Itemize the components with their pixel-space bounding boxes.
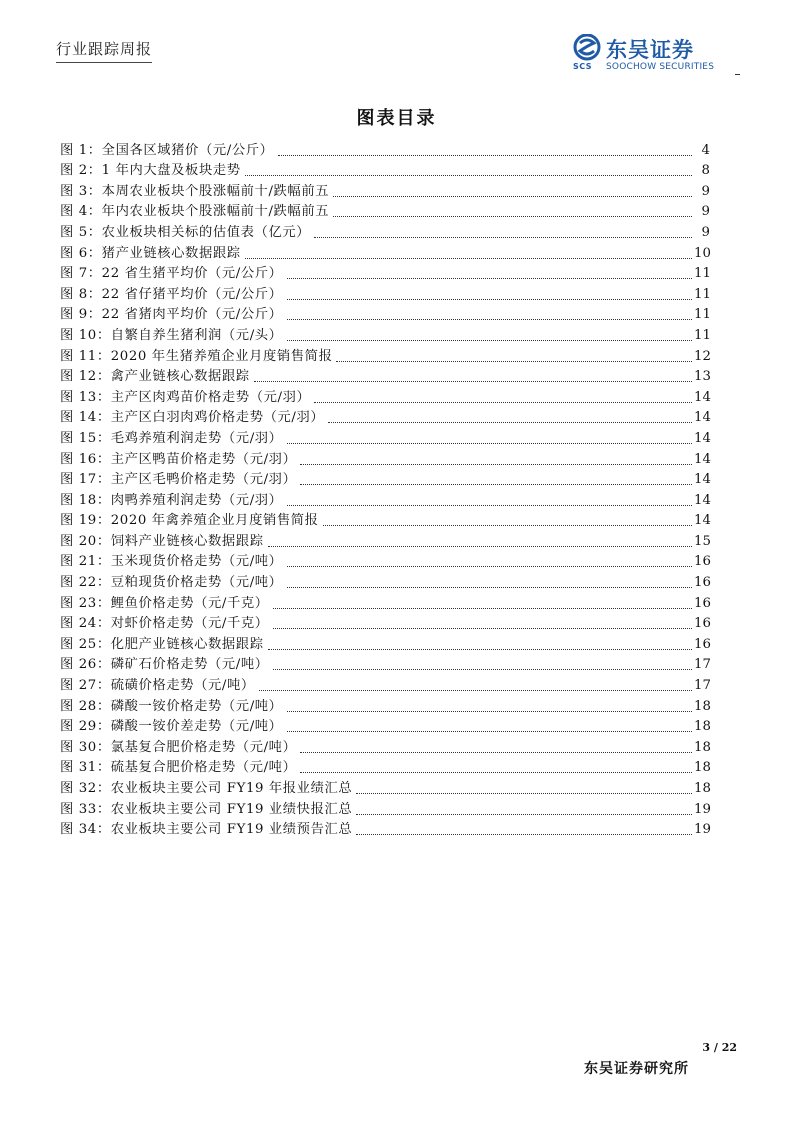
toc-entry-leader [356,793,692,794]
toc-entry[interactable] [60,509,710,530]
toc-entry[interactable] [60,550,710,571]
company-logo [573,34,743,78]
toc-entry[interactable] [60,488,710,509]
toc-entry[interactable] [60,159,710,180]
toc-entry-page: 11 [694,327,711,343]
toc-entry-label: 图 1：全国各区域猪价（元/公斤） [60,142,274,158]
toc-entry-label: 图 12：禽产业链核心数据跟踪 [60,369,250,385]
toc-entry-leader [273,608,692,609]
toc-entry-leader [259,690,692,691]
toc-entry-leader [273,669,692,670]
logo-english-name: SOOCHOW SECURITIES [606,62,715,72]
toc-entry-page: 16 [694,636,711,652]
toc-entry-label: 图 18：肉鸭养殖利润走势（元/羽） [60,492,283,508]
toc-entry[interactable] [60,323,710,344]
toc-entry-page: 13 [694,369,711,385]
toc-entry-leader [287,319,692,320]
toc-entry-label: 图 24：对虾价格走势（元/千克） [60,616,269,632]
toc-entry-label: 图 3：本周农业板块个股涨幅前十/跌幅前五 [60,183,330,199]
toc-entry-leader [336,361,692,362]
toc-entry-page: 11 [694,286,711,302]
toc-entry-leader [245,175,692,176]
toc-entry-label: 图 25：化肥产业链核心数据跟踪 [60,636,264,652]
toc-entry[interactable] [60,776,710,797]
toc-entry-label: 图 27：硫磺价格走势（元/吨） [60,678,255,694]
toc-entry-page: 14 [694,389,711,405]
toc-entry-label: 图 4：年内农业板块个股涨幅前十/跌幅前五 [60,204,330,220]
toc-entry-leader [278,155,692,156]
toc-entry-label: 图 9：22 省猪肉平均价（元/公斤） [60,307,283,323]
toc-entry-leader [328,422,692,423]
toc-entry-leader [287,587,692,588]
toc-entry-label: 图 34：农业板块主要公司 FY19 业绩预告汇总 [60,822,353,838]
toc-entry-page: 18 [694,781,711,796]
toc-entry-leader [287,566,692,567]
logo-chinese-name: 东吴证券 [606,38,694,62]
toc-entry-label: 图 10：自繁自养生猪利润（元/头） [60,327,283,343]
toc-entry[interactable] [60,715,710,736]
toc-entry-label: 图 16：主产区鸭苗价格走势（元/羽） [60,451,297,467]
toc-entry-page: 11 [694,266,711,282]
footer-organization: 东吴证券研究所 [584,1061,689,1077]
toc-entry[interactable] [60,591,710,612]
toc-entry-leader [287,299,692,300]
toc-entry[interactable] [60,632,710,653]
toc-entry-leader [323,525,692,526]
toc-entry-page: 16 [694,616,711,632]
toc-entry-label: 图 21：玉米现货价格走势（元/吨） [60,554,283,570]
toc-entry-leader [300,464,692,465]
toc-entry-leader [287,278,692,279]
toc-entry-page: 15 [694,533,711,549]
toc-entry-label: 图 14：主产区白羽肉鸡价格走势（元/羽） [60,410,325,426]
toc-entry[interactable] [60,673,710,694]
toc-entry-label: 图 28：磷酸一铵价格走势（元/吨） [60,698,283,714]
toc-entry[interactable] [60,756,710,777]
toc-entry[interactable] [60,406,710,427]
toc-entry[interactable] [60,529,710,550]
company-logo-icon [573,34,601,64]
toc-entry-leader [254,381,692,382]
toc-entry-page: 18 [694,739,711,755]
toc-entry[interactable] [60,179,710,200]
toc-entry-label: 图 26：磷矿石价格走势（元/吨） [60,657,269,673]
toc-entry-page: 16 [694,575,711,591]
toc-entry[interactable] [60,694,710,715]
toc-entry-leader [287,505,692,506]
toc-entry-label: 图 29：磷酸一铵价差走势（元/吨） [60,719,283,735]
toc-entry-leader [287,443,692,444]
report-category: 行业跟踪周报 [56,40,153,58]
toc-entry-label: 图 13：主产区肉鸡苗价格走势（元/羽） [60,389,311,405]
toc-entry[interactable] [60,426,710,447]
toc-entry-label: 图 22：豆粕现货价格走势（元/吨） [60,575,283,591]
header-underline [56,62,152,63]
toc-entry-page: 14 [694,492,711,508]
toc-entry[interactable] [60,262,710,283]
toc-title: 图表目录 [356,108,437,129]
toc-entry[interactable] [60,138,710,159]
toc-entry[interactable] [60,653,710,674]
toc-entry-label: 图 7：22 省生猪平均价（元/公斤） [60,266,283,282]
toc-entry[interactable] [60,344,710,365]
toc-entry-label: 图 11：2020 年生猪养殖企业月度销售简报 [60,348,333,364]
toc-entry-page: 17 [694,678,711,694]
toc-entry-leader [300,752,692,753]
toc-entry[interactable] [60,818,710,839]
toc-entry[interactable] [60,220,710,241]
toc-entry[interactable] [60,447,710,468]
toc-entry-page: 9 [701,204,710,220]
toc-entry-page: 18 [694,760,711,776]
toc-list [60,138,710,838]
toc-entry-label: 图 31：硫基复合肥价格走势（元/吨） [60,760,297,776]
toc-entry-page: 4 [701,142,710,158]
toc-entry-page: 12 [694,348,711,364]
toc-entry-leader [287,340,692,341]
toc-entry-leader [356,834,692,835]
toc-entry-leader [245,258,692,259]
logo-abbreviation: SCS [573,62,593,71]
toc-entry-page: 17 [694,657,711,673]
toc-entry-leader [273,628,692,629]
toc-entry-page: 19 [694,822,711,838]
toc-entry[interactable] [60,735,710,756]
toc-entry-page: 11 [694,307,711,323]
toc-entry-page: 14 [694,410,711,426]
toc-entry-leader [300,484,692,485]
toc-entry-page: 9 [701,183,710,199]
toc-entry-label: 图 32：农业板块主要公司 FY19 年报业绩汇总 [60,781,353,796]
toc-entry-page: 18 [694,719,711,735]
toc-entry-page: 14 [694,430,711,446]
toc-entry[interactable] [60,612,710,633]
toc-entry-leader [287,731,692,732]
toc-entry-page: 10 [694,245,711,261]
toc-entry-leader [314,237,692,238]
toc-entry-page: 14 [694,451,711,467]
toc-entry[interactable] [60,282,710,303]
toc-entry-page: 16 [694,554,711,570]
toc-entry[interactable] [60,797,710,818]
toc-entry-label: 图 30：氯基复合肥价格走势（元/吨） [60,739,297,755]
toc-entry-leader [333,216,692,217]
toc-entry-page: 19 [694,801,711,817]
toc-entry-page: 18 [694,698,711,714]
toc-entry[interactable] [60,365,710,386]
toc-entry-label: 图 5：农业板块相关标的估值表（亿元） [60,224,311,240]
toc-entry[interactable] [60,468,710,489]
page-number: 3 / 22 [702,1041,737,1054]
toc-entry-page: 9 [701,224,710,240]
toc-entry-leader [268,649,692,650]
toc-entry-page: 16 [694,595,711,611]
toc-entry-leader [300,772,692,773]
toc-entry[interactable] [60,241,710,262]
toc-entry-leader [268,546,692,547]
toc-entry-label: 图 19：2020 年禽养殖企业月度销售简报 [60,513,319,529]
toc-entry-page: 14 [694,472,711,488]
toc-entry-leader [356,814,692,815]
toc-entry-leader [333,196,692,197]
toc-entry-label: 图 23：鲤鱼价格走势（元/千克） [60,595,269,611]
toc-entry-page: 8 [701,163,710,179]
toc-entry-leader [314,402,692,403]
header-tick-mark [735,74,740,75]
toc-entry[interactable] [60,385,710,406]
toc-entry-label: 图 2：1 年内大盘及板块走势 [60,163,241,179]
toc-entry[interactable] [60,570,710,591]
toc-entry-label: 图 15：毛鸡养殖利润走势（元/羽） [60,430,283,446]
toc-entry-label: 图 33：农业板块主要公司 FY19 业绩快报汇总 [60,801,353,817]
toc-entry-label: 图 20：饲料产业链核心数据跟踪 [60,533,264,549]
toc-entry-label: 图 6：猪产业链核心数据跟踪 [60,245,241,261]
toc-entry[interactable] [60,303,710,324]
toc-entry[interactable] [60,200,710,221]
toc-entry-page: 14 [694,513,711,529]
toc-entry-leader [287,711,692,712]
toc-entry-label: 图 17：主产区毛鸭价格走势（元/羽） [60,472,297,488]
toc-entry-label: 图 8：22 省仔猪平均价（元/公斤） [60,286,283,302]
